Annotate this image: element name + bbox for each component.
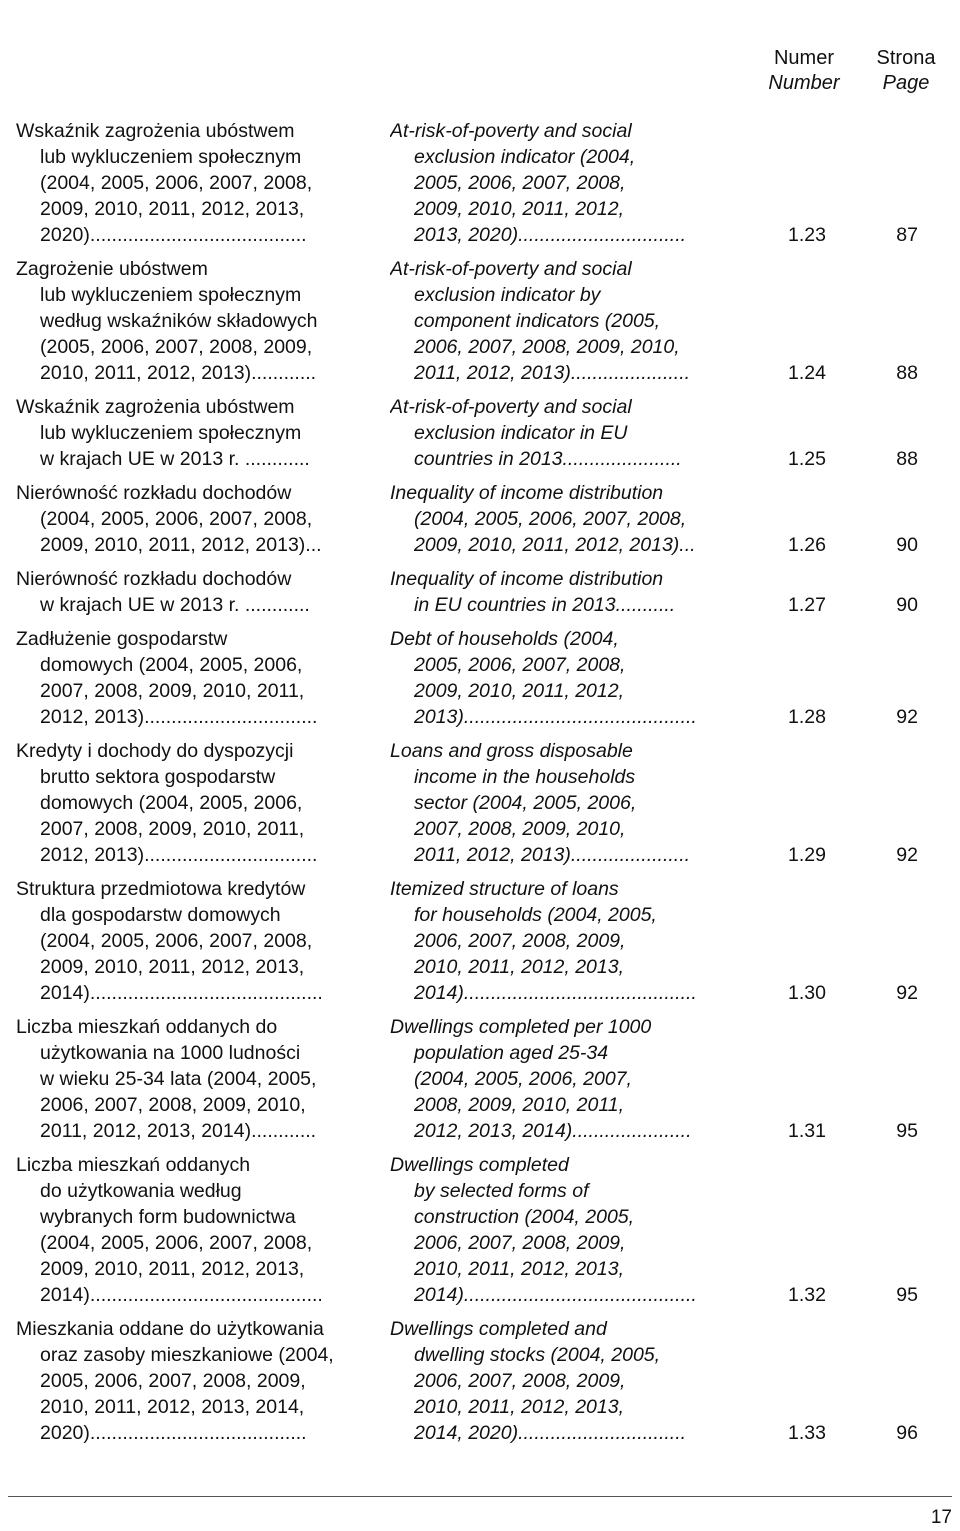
- entry-title-pl: [16, 876, 361, 1006]
- entry-title-pl-line: 2010, 2011, 2012, 2013)............: [40, 362, 317, 384]
- entry-title-en-line: Dwellings completed and: [390, 1318, 607, 1340]
- entry-title-pl-line: 2005, 2006, 2007, 2008, 2009,: [40, 1370, 306, 1392]
- entry-title-en-line: 2006, 2007, 2008, 2009,: [414, 930, 626, 952]
- entry-title-en-line: 2010, 2011, 2012, 2013,: [414, 1258, 624, 1280]
- entry-page: 95: [896, 1120, 918, 1142]
- entry-title-en-line: for households (2004, 2005,: [414, 904, 657, 926]
- header-page-en: Page: [882, 72, 930, 94]
- entry-page: 92: [896, 982, 918, 1004]
- entry-title-pl-line: lub wykluczeniem społecznym: [40, 146, 302, 168]
- entry-number: 1.27: [788, 594, 826, 616]
- entry-title-pl-line: 2012, 2013)................................: [40, 706, 318, 728]
- entry-title-pl-line: dla gospodarstw domowych: [40, 904, 281, 926]
- entry-title-pl-line: 2009, 2010, 2011, 2012, 2013,: [40, 1258, 305, 1280]
- entry-title-en: [390, 1152, 740, 1308]
- header-page-pl: Strona: [876, 47, 936, 69]
- entry-title-pl-line: w krajach UE w 2013 r. ............: [40, 594, 310, 616]
- page-number: 17: [930, 1507, 952, 1528]
- toc-entry: [0, 1152, 960, 1308]
- entry-title-en-line: Inequality of income distribution: [390, 482, 664, 504]
- entry-title-pl-line: 2012, 2013)................................: [40, 844, 318, 866]
- entry-title-en-line: 2009, 2010, 2011, 2012, 2013)...: [414, 534, 696, 556]
- entry-title-pl: [16, 738, 361, 868]
- entry-title-pl-line: (2005, 2006, 2007, 2008, 2009,: [40, 336, 313, 358]
- entry-title-en-line: 2006, 2007, 2008, 2009,: [414, 1232, 626, 1254]
- toc-entry: [0, 1316, 960, 1446]
- entry-title-pl-line: (2004, 2005, 2006, 2007, 2008,: [40, 930, 313, 952]
- toc-entries: [0, 118, 960, 1454]
- entry-number: 1.31: [788, 1120, 826, 1142]
- entry-title-en-line: in EU countries in 2013...........: [414, 594, 676, 616]
- entry-title-en-line: Inequality of income distribution: [390, 568, 664, 590]
- entry-number: 1.25: [788, 448, 826, 470]
- entry-title-pl-line: w wieku 25-34 lata (2004, 2005,: [40, 1068, 317, 1090]
- entry-title-en-line: component indicators (2005,: [414, 310, 661, 332]
- entry-page: 90: [896, 594, 918, 616]
- column-header-number: [758, 46, 850, 96]
- entry-title-pl-line: 2009, 2010, 2011, 2012, 2013,: [40, 198, 305, 220]
- entry-title-en-line: 2009, 2010, 2011, 2012,: [414, 680, 624, 702]
- entry-title-en: [390, 626, 740, 730]
- entry-title-pl-line: Nierówność rozkładu dochodów: [16, 482, 292, 504]
- entry-title-pl: [16, 118, 361, 248]
- entry-title-en-line: 2013)...........................................: [414, 706, 697, 728]
- entry-page: 88: [896, 362, 918, 384]
- entry-title-pl-line: Mieszkania oddane do użytkowania: [16, 1318, 324, 1340]
- entry-title-pl-line: domowych (2004, 2005, 2006,: [40, 654, 303, 676]
- entry-title-en-line: (2004, 2005, 2006, 2007, 2008,: [414, 508, 687, 530]
- entry-title-pl: [16, 1316, 361, 1446]
- entry-title-pl-line: 2011, 2012, 2013, 2014)............: [40, 1120, 317, 1142]
- toc-entry: [0, 738, 960, 868]
- entry-title-en-line: 2011, 2012, 2013)......................: [414, 844, 691, 866]
- entry-title-en-line: exclusion indicator by: [414, 284, 601, 306]
- entry-title-en-line: income in the households: [414, 766, 636, 788]
- entry-title-pl-line: Liczba mieszkań oddanych: [16, 1154, 251, 1176]
- entry-number: 1.28: [788, 706, 826, 728]
- entry-title-pl-line: (2004, 2005, 2006, 2007, 2008,: [40, 172, 313, 194]
- entry-title-en-line: (2004, 2005, 2006, 2007,: [414, 1068, 632, 1090]
- entry-title-pl-line: lub wykluczeniem społecznym: [40, 422, 302, 444]
- entry-page: 92: [896, 706, 918, 728]
- entry-title-en-line: 2014, 2020)...............................: [414, 1422, 687, 1444]
- column-header-page: [864, 46, 948, 96]
- entry-title-en: [390, 480, 740, 558]
- entry-number: 1.30: [788, 982, 826, 1004]
- toc-entry: [0, 118, 960, 248]
- entry-number: 1.29: [788, 844, 826, 866]
- entry-title-en-line: Loans and gross disposable: [390, 740, 633, 762]
- entry-title-en-line: At-risk-of-poverty and social: [390, 258, 632, 280]
- entry-title-en-line: Itemized structure of loans: [390, 878, 619, 900]
- entry-title-pl-line: według wskaźników składowych: [40, 310, 318, 332]
- entry-title-en-line: 2013, 2020)...............................: [414, 224, 687, 246]
- entry-number: 1.32: [788, 1284, 826, 1306]
- entry-number: 1.24: [788, 362, 826, 384]
- entry-title-en-line: countries in 2013......................: [414, 448, 682, 470]
- entry-title-en: [390, 738, 740, 868]
- entry-title-en-line: 2008, 2009, 2010, 2011,: [414, 1094, 624, 1116]
- entry-title-pl: [16, 394, 361, 472]
- entry-title-en-line: 2009, 2010, 2011, 2012,: [414, 198, 624, 220]
- toc-entry: [0, 256, 960, 386]
- entry-title-pl-line: 2010, 2011, 2012, 2013, 2014,: [40, 1396, 305, 1418]
- entry-number: 1.26: [788, 534, 826, 556]
- toc-entry: [0, 876, 960, 1006]
- entry-title-pl-line: Zagrożenie ubóstwem: [16, 258, 208, 280]
- entry-title-pl-line: brutto sektora gospodarstw: [40, 766, 276, 788]
- entry-title-pl-line: 2009, 2010, 2011, 2012, 2013,: [40, 956, 305, 978]
- entry-title-pl: [16, 626, 361, 730]
- entry-title-en-line: sector (2004, 2005, 2006,: [414, 792, 637, 814]
- entry-title-en: [390, 1014, 740, 1144]
- entry-title-en: [390, 566, 740, 618]
- entry-title-en-line: 2011, 2012, 2013)......................: [414, 362, 691, 384]
- entry-page: 87: [896, 224, 918, 246]
- entry-title-pl: [16, 566, 361, 618]
- entry-title-en-line: population aged 25-34: [414, 1042, 609, 1064]
- entry-title-pl-line: oraz zasoby mieszkaniowe (2004,: [40, 1344, 334, 1366]
- entry-title-pl-line: Wskaźnik zagrożenia ubóstwem: [16, 120, 295, 142]
- entry-page: 95: [896, 1284, 918, 1306]
- entry-title-pl-line: (2004, 2005, 2006, 2007, 2008,: [40, 1232, 313, 1254]
- entry-title-en: [390, 1316, 740, 1446]
- header-number-pl: Numer: [773, 47, 834, 69]
- entry-title-en-line: At-risk-of-poverty and social: [390, 396, 632, 418]
- entry-title-pl-line: Kredyty i dochody do dyspozycji: [16, 740, 294, 762]
- entry-title-pl-line: wybranych form budownictwa: [40, 1206, 296, 1228]
- entry-number: 1.33: [788, 1422, 826, 1444]
- entry-title-pl-line: lub wykluczeniem społecznym: [40, 284, 302, 306]
- entry-title-pl-line: Struktura przedmiotowa kredytów: [16, 878, 306, 900]
- entry-title-pl-line: Wskaźnik zagrożenia ubóstwem: [16, 396, 295, 418]
- entry-title-en-line: Debt of households (2004,: [390, 628, 619, 650]
- entry-title-en-line: 2005, 2006, 2007, 2008,: [414, 172, 626, 194]
- entry-title-en-line: exclusion indicator in EU: [414, 422, 628, 444]
- entry-title-pl-line: Liczba mieszkań oddanych do: [16, 1016, 278, 1038]
- entry-title-pl-line: 2006, 2007, 2008, 2009, 2010,: [40, 1094, 306, 1116]
- entry-title-pl: [16, 256, 361, 386]
- entry-title-pl-line: domowych (2004, 2005, 2006,: [40, 792, 303, 814]
- entry-title-pl-line: (2004, 2005, 2006, 2007, 2008,: [40, 508, 313, 530]
- footer-rule: [8, 1496, 952, 1497]
- entry-title-en-line: 2010, 2011, 2012, 2013,: [414, 956, 624, 978]
- toc-entry: [0, 1014, 960, 1144]
- entry-title-pl-line: Zadłużenie gospodarstw: [16, 628, 228, 650]
- entry-title-en-line: by selected forms of: [414, 1180, 589, 1202]
- toc-entry: [0, 480, 960, 558]
- entry-title-en-line: dwelling stocks (2004, 2005,: [414, 1344, 661, 1366]
- toc-entry: [0, 566, 960, 618]
- entry-title-en-line: 2006, 2007, 2008, 2009,: [414, 1370, 626, 1392]
- entry-title-en-line: exclusion indicator (2004,: [414, 146, 636, 168]
- entry-title-en-line: At-risk-of-poverty and social: [390, 120, 632, 142]
- entry-title-en-line: 2014)...........................................: [414, 982, 697, 1004]
- header-number-en: Number: [768, 72, 840, 94]
- entry-title-pl-line: 2020)........................................: [40, 224, 307, 246]
- entry-title-en-line: 2014)...........................................: [414, 1284, 697, 1306]
- entry-number: 1.23: [788, 224, 826, 246]
- entry-title-pl: [16, 480, 361, 558]
- entry-title-pl-line: 2009, 2010, 2011, 2012, 2013)...: [40, 534, 322, 556]
- entry-title-pl: [16, 1152, 361, 1308]
- entry-title-pl-line: 2020)........................................: [40, 1422, 307, 1444]
- entry-title-pl-line: 2014)...........................................: [40, 982, 323, 1004]
- entry-title-en: [390, 876, 740, 1006]
- entry-title-en-line: 2012, 2013, 2014)......................: [414, 1120, 692, 1142]
- entry-title-pl-line: Nierówność rozkładu dochodów: [16, 568, 292, 590]
- entry-title-en-line: Dwellings completed: [390, 1154, 569, 1176]
- entry-title-en-line: 2006, 2007, 2008, 2009, 2010,: [414, 336, 680, 358]
- entry-page: 92: [896, 844, 918, 866]
- entry-title-en: [390, 394, 740, 472]
- entry-title-en: [390, 256, 740, 386]
- entry-title-en-line: 2010, 2011, 2012, 2013,: [414, 1396, 624, 1418]
- toc-entry: [0, 394, 960, 472]
- entry-title-pl-line: do użytkowania według: [40, 1180, 242, 1202]
- entry-page: 90: [896, 534, 918, 556]
- entry-title-pl-line: 2007, 2008, 2009, 2010, 2011,: [40, 680, 305, 702]
- entry-title-pl: [16, 1014, 361, 1144]
- entry-title-en-line: construction (2004, 2005,: [414, 1206, 635, 1228]
- toc-entry: [0, 626, 960, 730]
- entry-page: 96: [896, 1422, 918, 1444]
- entry-title-pl-line: 2007, 2008, 2009, 2010, 2011,: [40, 818, 305, 840]
- entry-title-en-line: 2007, 2008, 2009, 2010,: [414, 818, 626, 840]
- entry-title-en-line: 2005, 2006, 2007, 2008,: [414, 654, 626, 676]
- entry-title-en: [390, 118, 740, 248]
- entry-title-pl-line: 2014)...........................................: [40, 1284, 323, 1306]
- entry-title-pl-line: w krajach UE w 2013 r. ............: [40, 448, 310, 470]
- entry-title-en-line: Dwellings completed per 1000: [390, 1016, 652, 1038]
- entry-title-pl-line: użytkowania na 1000 ludności: [40, 1042, 301, 1064]
- entry-page: 88: [896, 448, 918, 470]
